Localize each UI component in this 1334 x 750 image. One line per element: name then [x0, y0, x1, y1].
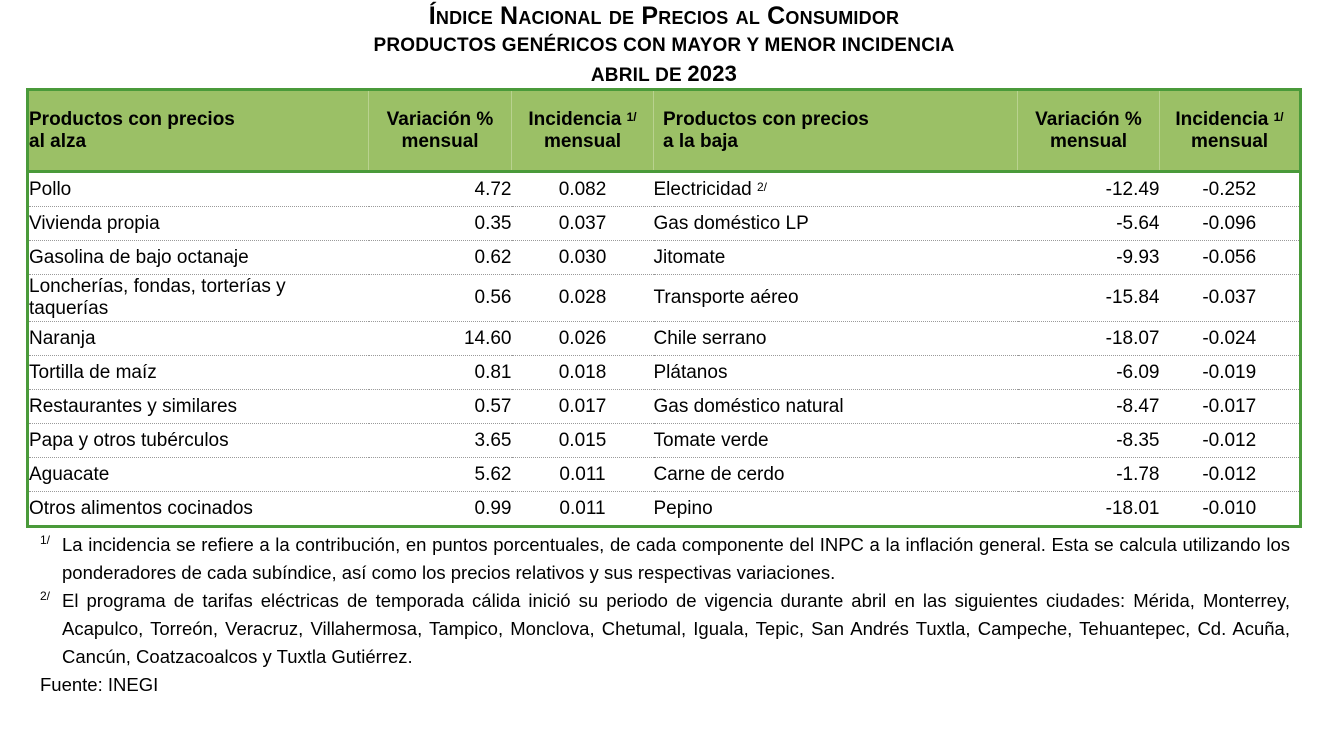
up-product-cell: Naranja [28, 322, 369, 356]
footnote-1 [40, 531, 1290, 587]
header-up-products: Productos con precios al alza [28, 90, 369, 172]
report-period [0, 62, 1328, 88]
footnote-ref: 1/ [626, 109, 637, 124]
up-variation-cell: 0.99 [474, 497, 512, 519]
header-down-variation: Variación % mensual [1018, 90, 1160, 172]
up-incidence-cell: 0.018 [512, 356, 654, 390]
source-note: Fuente: INEGI [40, 674, 159, 695]
down-incidence-cell: -0.010 [1202, 497, 1257, 519]
table-row [28, 207, 1301, 241]
up-incidence-cell: 0.028 [512, 275, 654, 322]
down-incidence-cell: -0.056 [1160, 241, 1301, 275]
up-variation-cell: 0.81 [369, 356, 512, 390]
down-variation-cell: -18.07 [1018, 322, 1160, 356]
down-variation-cell: -12.49 [1018, 172, 1160, 207]
report-subtitle: PRODUCTOS GENÉRICOS CON MAYOR Y MENOR INCIDENCIA [373, 35, 955, 56]
down-product-cell: Plátanos [654, 356, 1018, 390]
header-down-products: Productos con precios a la baja [654, 90, 1018, 172]
down-variation-cell: -9.93 [1018, 241, 1160, 275]
header-up-variation: Variación % mensual [369, 90, 512, 172]
up-incidence-cell: 0.082 [512, 172, 654, 207]
down-product-cell: Chile serrano [654, 322, 1018, 356]
up-incidence-cell: 0.017 [512, 390, 654, 424]
up-variation-cell: 0.35 [369, 207, 512, 241]
footnote-marker: 1/ [40, 533, 51, 547]
up-product-cell: Restaurantes y similares [28, 390, 369, 424]
up-variation-cell: 14.60 [369, 322, 512, 356]
table-row [28, 241, 1301, 275]
up-incidence-cell: 0.011 [559, 497, 606, 519]
up-variation-cell: 0.62 [369, 241, 512, 275]
footnote-2 [40, 587, 1290, 671]
table-row [28, 492, 1301, 527]
header-down-incidence: Incidencia $^{1/}$ mensual [1160, 90, 1301, 172]
up-product-cell: Otros alimentos cocinados [29, 497, 253, 519]
down-variation-cell: -5.64 [1018, 207, 1160, 241]
up-variation-cell: 5.62 [369, 458, 512, 492]
down-incidence-cell: -0.012 [1160, 458, 1301, 492]
footnote-marker: 2/ [40, 589, 51, 603]
table-row [28, 275, 1301, 322]
up-product-cell: Gasolina de bajo octanaje [28, 241, 369, 275]
up-incidence-cell: 0.030 [512, 241, 654, 275]
down-product-cell: Gas doméstico LP [654, 207, 1018, 241]
up-product-cell: Aguacate [28, 458, 369, 492]
header-up-incidence: Incidencia $^{1/}$ mensual [512, 90, 654, 172]
down-variation-cell: -15.84 [1018, 275, 1160, 322]
up-variation-cell: 0.57 [369, 390, 512, 424]
up-incidence-cell: 0.011 [512, 458, 654, 492]
up-incidence-cell: 0.015 [512, 424, 654, 458]
table-row [28, 322, 1301, 356]
up-product-cell: Tortilla de maíz [28, 356, 369, 390]
down-variation-cell: -18.01 [1105, 497, 1160, 519]
down-incidence-cell: -0.019 [1160, 356, 1301, 390]
up-incidence-cell: 0.026 [512, 322, 654, 356]
report-period-month: ABRIL DE [590, 65, 682, 86]
report-title: Índice Nacional de Precios al Consumidor [428, 2, 900, 30]
down-incidence-cell: -0.096 [1160, 207, 1301, 241]
down-variation-cell: -8.47 [1018, 390, 1160, 424]
up-product-cell: Loncherías, fondas, torterías y taquerías [28, 275, 369, 322]
footnote-ref: 2/ [757, 179, 768, 194]
down-incidence-cell: -0.012 [1160, 424, 1301, 458]
down-product-cell: Jitomate [654, 241, 1018, 275]
footnotes [40, 531, 1290, 671]
table-row [28, 424, 1301, 458]
table-header-row [28, 90, 1301, 172]
up-incidence-cell: 0.037 [512, 207, 654, 241]
down-product-cell: Gas doméstico natural [654, 390, 1018, 424]
down-incidence-cell: -0.024 [1160, 322, 1301, 356]
up-variation-cell: 0.56 [369, 275, 512, 322]
down-product-cell: Carne de cerdo [654, 458, 1018, 492]
table-row [28, 356, 1301, 390]
down-product-cell: Pepino [653, 497, 713, 519]
down-product-cell: Electricidad $^{2/}$ [654, 172, 1018, 207]
up-variation-cell: 3.65 [369, 424, 512, 458]
down-variation-cell: -6.09 [1018, 356, 1160, 390]
table-row [28, 458, 1301, 492]
table-row [28, 390, 1301, 424]
down-product-cell: Tomate verde [654, 424, 1018, 458]
report-period-year: 2023 [687, 61, 738, 86]
down-incidence-cell: -0.017 [1160, 390, 1301, 424]
footnote-text: El programa de tarifas eléctricas de temporada cálida inició su periodo de vigencia durante abril en las siguientes ciudades: Mérida, Monterrey, Acapulco, Torreón, Veracruz, Villahermosa, Tampico, Monclova, Chetumal, Iguala, Tepic, San Andrés Tuxtla, Campeche, Tehuantepec, Cd. Acuña, Cancún, Coatzacoalcos y Tuxtla Gutiérrez. [62, 590, 1290, 667]
down-incidence-cell: -0.252 [1160, 172, 1301, 207]
down-incidence-cell: -0.037 [1160, 275, 1301, 322]
up-product-cell: Vivienda propia [28, 207, 369, 241]
table-row [28, 172, 1301, 207]
down-product-cell: Transporte aéreo [654, 275, 1018, 322]
incidence-table [26, 88, 1302, 528]
footnote-text: La incidencia se refiere a la contribución, en puntos porcentuales, de cada componente del INPC a la inflación general. Esta se calcula utilizando los ponderadores de cada subíndice, así como los precios relativos y sus respectivas variaciones. [62, 534, 1290, 583]
footnote-ref: 1/ [1273, 109, 1284, 124]
down-variation-cell: -8.35 [1018, 424, 1160, 458]
up-product-cell: Papa y otros tubérculos [28, 424, 369, 458]
up-product-cell: Pollo [28, 172, 369, 207]
down-variation-cell: -1.78 [1018, 458, 1160, 492]
up-variation-cell: 4.72 [369, 172, 512, 207]
